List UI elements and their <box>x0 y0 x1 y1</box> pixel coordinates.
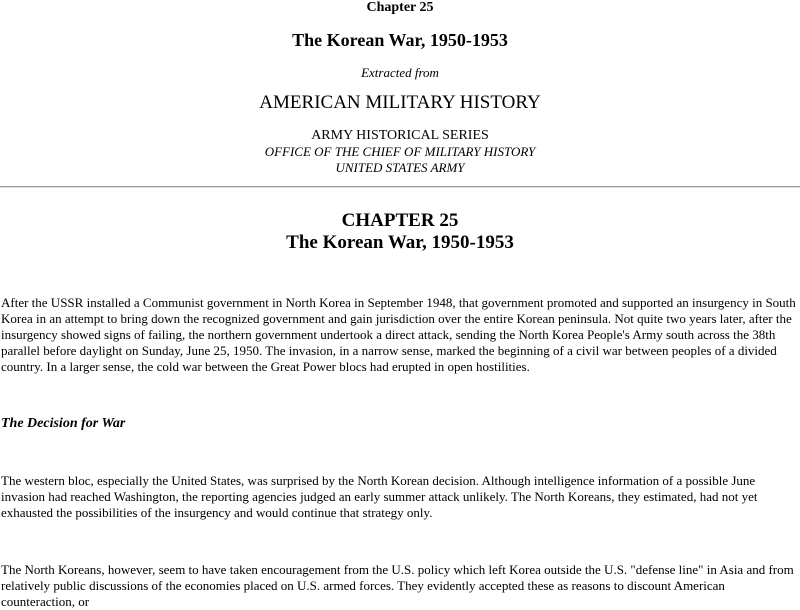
book-title: AMERICAN MILITARY HISTORY <box>259 92 541 113</box>
body-paragraph-2: The western bloc, especially the United States, was surprised by the North Korean decision. Although intelligence information of a possible June invasion had reached Washington, the reporting agencies judged an early summer attack unlikely. The North Koreans, they estimated, had not yet exhausted the possibilities of the insurgency and would continue that strategy only. <box>1 473 758 520</box>
body-paragraph-3: The North Koreans, however, seem to have taken encouragement from the U.S. policy which left Korea outside the U.S. "defense line" in Asia and from relatively public discussions of the economies placed on U.S. armed forces. They evidently accepted these as reasons to discount American counteraction, or <box>1 562 794 609</box>
chapter-subtitle: The Korean War, 1950-1953 <box>286 232 514 253</box>
chapter-title-top: The Korean War, 1950-1953 <box>292 30 508 50</box>
army-name: UNITED STATES ARMY <box>335 160 465 175</box>
document-header <box>0 0 800 176</box>
body-paragraph-1: After the USSR installed a Communist government in North Korea in September 1948, that government promoted and supported an insurgency in South Korea in an attempt to bring down the recognized government and gain jurisdiction over the entire Korean peninsula. Not quite two years later, after the insurgency showed signs of failing, the northern government undertook a direct attack, sending the North Korea People's Army south across the 38th parallel before daylight on Sunday, June 25, 1950. The invasion, in a narrow sense, marked the beginning of a civil war between peoples of a divided country. In a larger sense, the cold war between the Great Power blocs had erupted in open hostilities. <box>1 295 796 374</box>
chapter-label: Chapter 25 <box>366 0 434 15</box>
horizontal-divider <box>0 186 800 188</box>
series-name: ARMY HISTORICAL SERIES <box>311 128 489 143</box>
chapter-heading-block <box>0 210 800 254</box>
section-heading: The Decision for War <box>1 416 126 431</box>
extracted-from-label: Extracted from <box>361 65 439 80</box>
chapter-heading: CHAPTER 25 <box>341 210 459 231</box>
office-name: OFFICE OF THE CHIEF OF MILITARY HISTORY <box>264 144 536 159</box>
